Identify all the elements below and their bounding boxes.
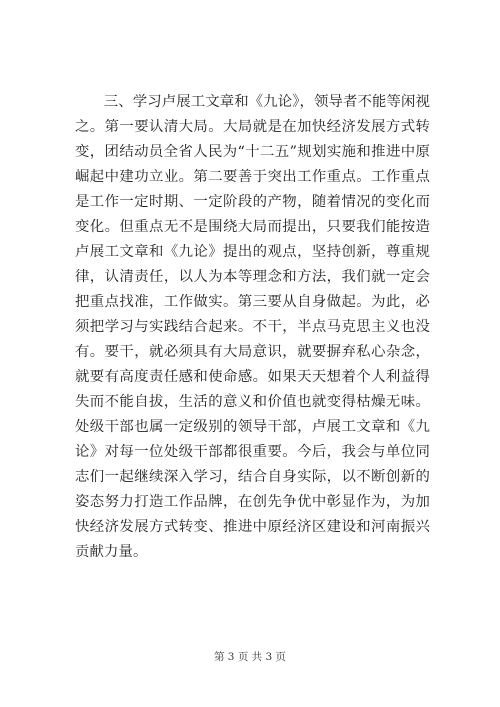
page-number-label: 第 3 页 共 3 页 (213, 651, 287, 663)
body-text (75, 90, 430, 565)
page-footer (0, 649, 500, 664)
paragraph: 三、学习卢展工文章和《九论》，领导者不能等闲视之。第一要认清大局。大局就是在加快经济发展方式转变，团结动员全省人民为“十二五”规划实施和推进中原崛起中建功立业。第二要善于突出工作重点。工作重点是工作一定时期、一定阶段的产物，随着情况的变化而变化。但重点无不是围绕大局而提出，只要我们能按造卢展工文章和《九论》提出的观点，坚持创新，尊重规律，认清责任，以人为本等理念和方法，我们就一定会把重点找准，工作做实。第三要从自身做起。为此，必须把学习与实践结合起来。不干，半点马克思主义也没有。要干，就必须具有大局意识，就要摒弃私心杂念，就要有高度责任感和使命感。如果天天想着个人利益得失而不能自拔，生活的意义和价值也就变得枯燥无味。处级干部也属一定级别的领导干部，卢展工文章和《九论》对每一位处级干部都很重要。今后，我会与单位同志们一起继续深入学习，结合自身实际，以不断创新的姿态努力打造工作品牌，在创先争优中彰显作为，为加快经济发展方式转变、推进中原经济区建设和河南振兴贡献力量。 (75, 94, 430, 560)
